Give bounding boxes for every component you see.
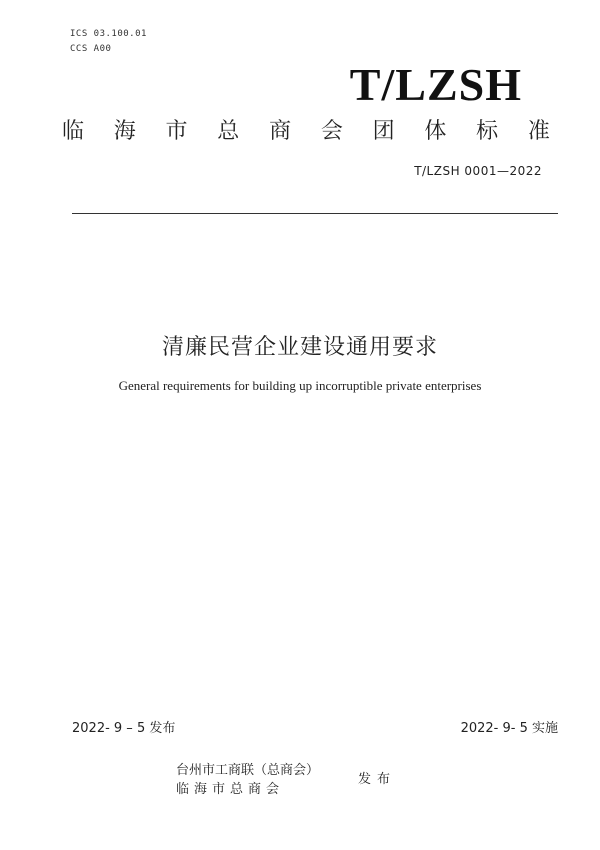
organization-title-char: 准 (527, 119, 550, 144)
organization-title-char: 团 (372, 119, 395, 144)
publish-date: 2022- 9 – 5 发布 (72, 721, 176, 736)
organization-title-char: 总 (217, 119, 240, 144)
issue-label: 发布 (358, 772, 397, 787)
organization-title-char: 海 (113, 119, 136, 144)
document-title-chinese: 清廉民营企业建设通用要求 (161, 335, 438, 360)
organization-standard-title (62, 114, 550, 145)
standard-number: T/LZSH 0001—2022 (414, 164, 542, 178)
organization-title-char: 标 (476, 119, 499, 144)
implement-date: 2022- 9- 5 实施 (460, 721, 558, 736)
ccs-code: CCS A00 (70, 44, 112, 54)
issuer-line-1: 台州市工商联（总商会） (176, 763, 320, 778)
organization-title-char: 体 (424, 119, 447, 144)
organization-title-char: 会 (320, 119, 343, 144)
organization-title-char: 市 (165, 119, 188, 144)
standard-code-logo: T/LZSH (349, 59, 522, 110)
issuer-line-2: 临海市总商会 (176, 782, 285, 797)
header-divider (72, 213, 558, 214)
organization-title-char: 临 (62, 119, 85, 144)
document-title-english: General requirements for building up incorruptible private enterprises (118, 378, 482, 393)
organization-title-char: 商 (269, 119, 292, 144)
ics-code: ICS 03.100.01 (70, 29, 147, 39)
